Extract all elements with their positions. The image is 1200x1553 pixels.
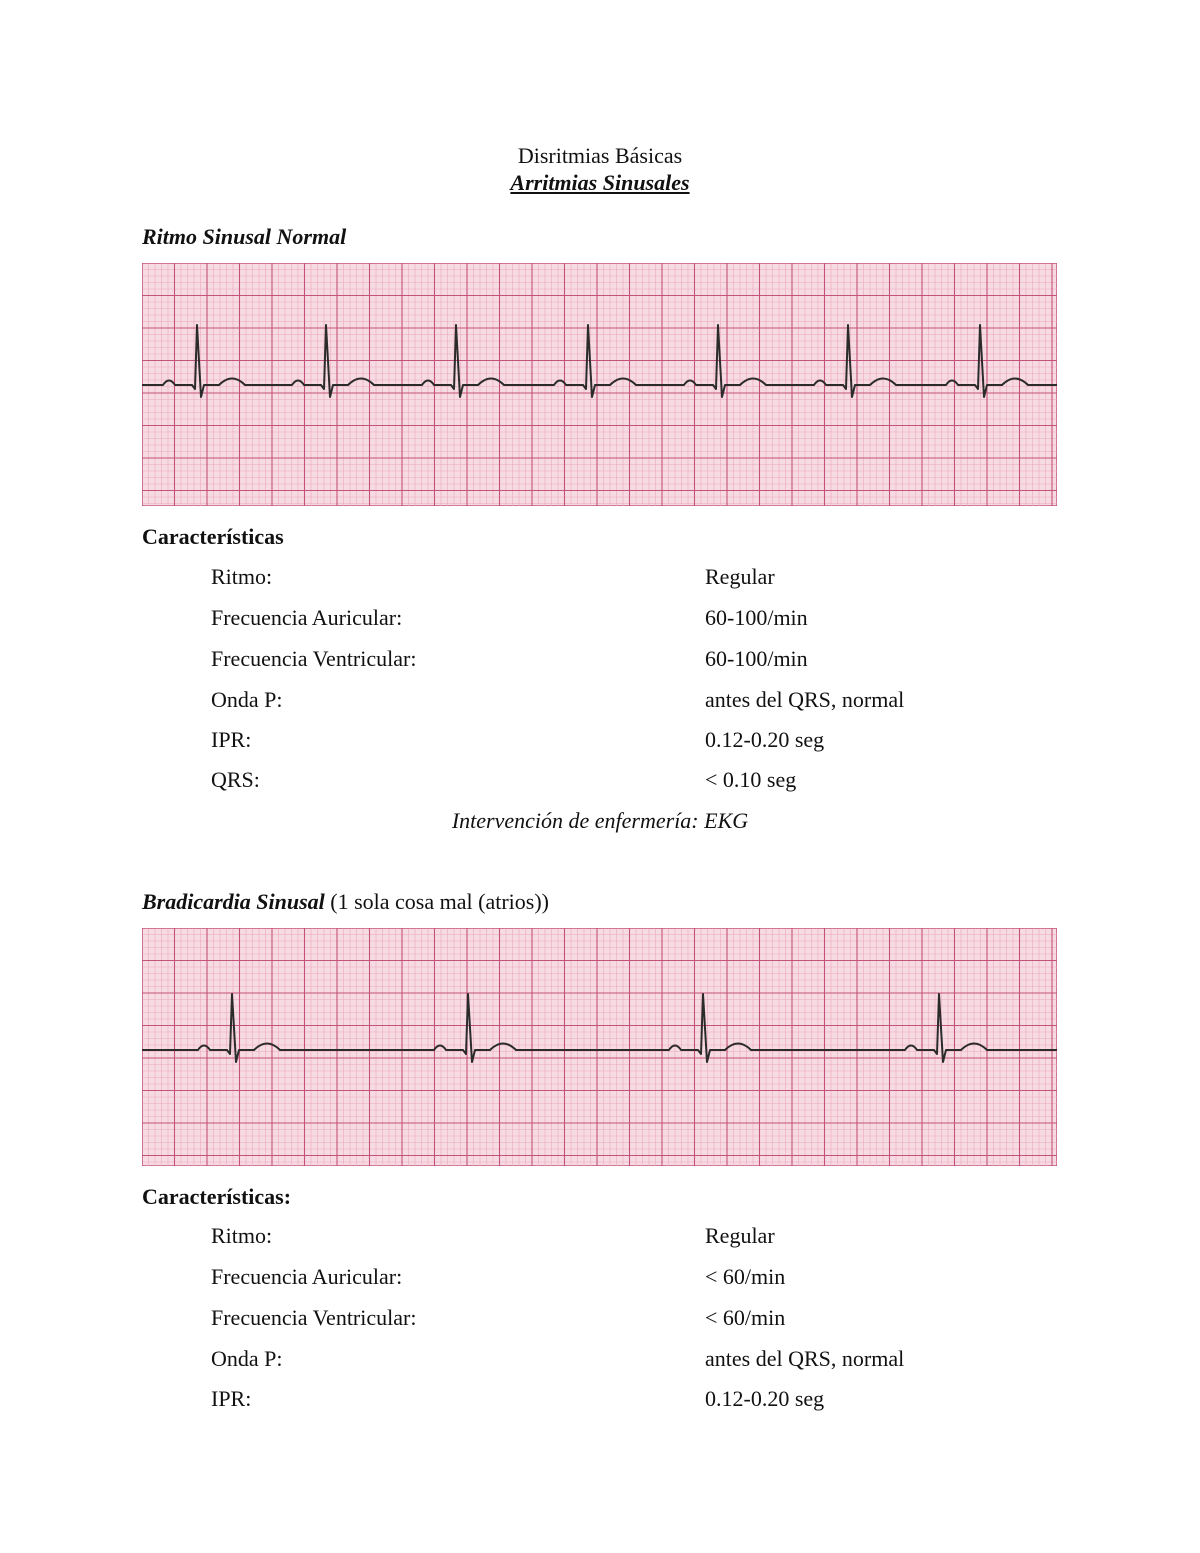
- characteristic-label: Frecuencia Auricular:: [211, 605, 403, 630]
- section-heading-normal-sinus: [142, 224, 346, 250]
- grid-background: [142, 928, 1057, 1166]
- ecg-strip-sinus-bradycardia: [142, 928, 1057, 1166]
- characteristic-value: < 60/min: [705, 1264, 786, 1289]
- characteristic-value: < 0.10 seg: [705, 767, 797, 792]
- characteristic-value: antes del QRS, normal: [705, 1346, 905, 1371]
- characteristic-label: Frecuencia Auricular:: [211, 1264, 403, 1289]
- section-heading-text: Ritmo Sinusal Normal: [142, 224, 347, 249]
- characteristics-title: Características:: [142, 1184, 292, 1209]
- characteristic-label: Frecuencia Ventricular:: [211, 646, 417, 671]
- nursing-intervention: Intervención de enfermería: EKG: [451, 808, 749, 833]
- characteristic-value: < 60/min: [705, 1305, 786, 1330]
- characteristic-value: Regular: [705, 564, 775, 589]
- section-heading-sinus-bradycardia: [142, 889, 549, 915]
- characteristic-value: 60-100/min: [705, 605, 808, 630]
- ecg-strip-graphic: [142, 263, 1057, 506]
- document-title: Disritmias Básicas: [517, 143, 683, 168]
- characteristic-value: 60-100/min: [705, 646, 808, 671]
- characteristic-label: Ritmo:: [211, 564, 273, 589]
- section-heading-text: Bradicardia Sinusal: [142, 889, 325, 914]
- characteristic-label: QRS:: [211, 767, 260, 792]
- characteristic-value: 0.12-0.20 seg: [705, 1386, 825, 1411]
- section-heading-note: (1 sola cosa mal (atrios)): [324, 889, 549, 914]
- characteristic-label: Ritmo:: [211, 1223, 273, 1248]
- characteristic-label: Frecuencia Ventricular:: [211, 1305, 417, 1330]
- subtitle-text: Arritmias Sinusales: [510, 170, 690, 195]
- characteristic-label: IPR:: [211, 727, 252, 752]
- characteristic-label: Onda P:: [211, 1346, 283, 1371]
- characteristic-value: antes del QRS, normal: [705, 687, 905, 712]
- characteristic-value: 0.12-0.20 seg: [705, 727, 825, 752]
- ecg-strip-normal-sinus: [142, 263, 1057, 506]
- characteristic-value: Regular: [705, 1223, 775, 1248]
- document-subtitle: [0, 170, 1200, 196]
- characteristics-title: Características: [142, 524, 284, 549]
- ecg-strip-graphic: [142, 928, 1057, 1166]
- characteristic-label: IPR:: [211, 1386, 252, 1411]
- characteristic-label: Onda P:: [211, 687, 283, 712]
